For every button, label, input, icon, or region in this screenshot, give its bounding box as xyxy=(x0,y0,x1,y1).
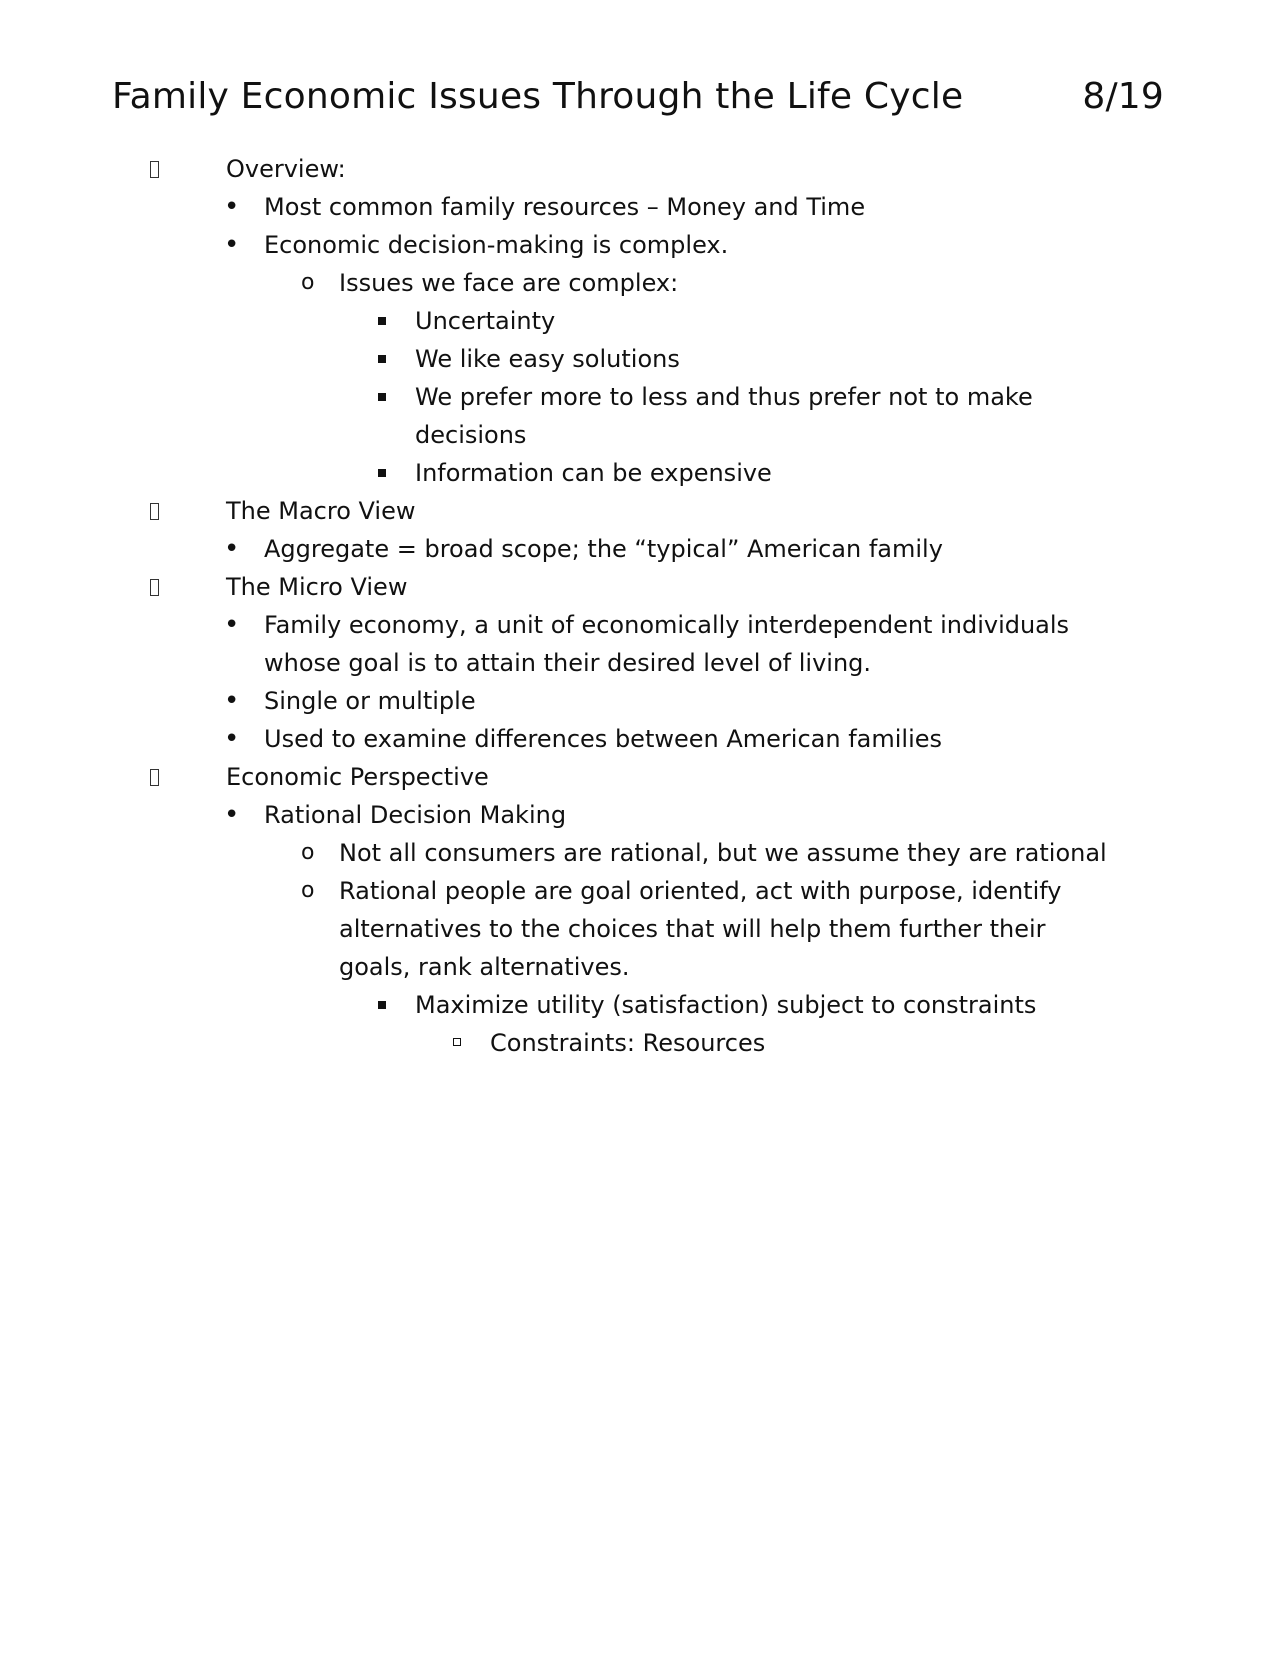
notes-outline xyxy=(0,150,1280,1062)
list-item: o Rational people are goal oriented, act with purpose, identify alternatives to the choices that will help them further their goals, rank alternatives. xyxy=(0,872,1280,986)
list-item: • Family economy, a unit of economically interdependent individuals whose goal is to attain their desired level of living. xyxy=(0,606,1280,682)
list-item: Constraints: Resources xyxy=(0,1024,1280,1062)
list-item: • Aggregate = broad scope; the “typical” American family xyxy=(0,530,1280,568)
circle-bullet-icon: o xyxy=(301,878,315,903)
square-bullet-icon xyxy=(378,454,386,492)
document-date: 8/19 xyxy=(1082,76,1164,117)
list-item: • Rational Decision Making xyxy=(0,796,1280,834)
list-item: o Not all consumers are rational, but we assume they are rational xyxy=(0,834,1280,872)
circle-bullet-icon: o xyxy=(301,840,315,865)
title-row xyxy=(112,72,1164,122)
square-bullet-icon xyxy=(378,302,386,340)
square-bullet-icon xyxy=(378,986,386,1024)
bullet-icon: • xyxy=(224,192,240,222)
square-bullet-icon xyxy=(378,378,386,416)
list-item: We like easy solutions xyxy=(0,340,1280,378)
box-bullet-icon xyxy=(150,150,159,188)
bullet-icon: • xyxy=(224,686,240,716)
section-heading-micro-view: The Micro View xyxy=(0,568,1280,606)
bullet-icon: • xyxy=(224,230,240,260)
box-bullet-icon xyxy=(150,492,159,530)
bullet-icon: • xyxy=(224,800,240,830)
list-item: • Economic decision-making is complex. xyxy=(0,226,1280,264)
circle-bullet-icon: o xyxy=(301,270,315,295)
list-item: Maximize utility (satisfaction) subject to constraints xyxy=(0,986,1280,1024)
bullet-icon: • xyxy=(224,610,240,640)
bullet-icon: • xyxy=(224,534,240,564)
square-bullet-icon xyxy=(378,340,386,378)
list-item: Information can be expensive xyxy=(0,454,1280,492)
list-item: We prefer more to less and thus prefer not to make decisions xyxy=(0,378,1280,454)
bullet-icon: • xyxy=(224,724,240,754)
hollow-square-bullet-icon xyxy=(453,1024,461,1062)
list-item: o Issues we face are complex: xyxy=(0,264,1280,302)
box-bullet-icon xyxy=(150,758,159,796)
list-item: • Used to examine differences between American families xyxy=(0,720,1280,758)
section-heading-macro-view: The Macro View xyxy=(0,492,1280,530)
box-bullet-icon xyxy=(150,568,159,606)
section-heading-economic-perspective: Economic Perspective xyxy=(0,758,1280,796)
document-title: Family Economic Issues Through the Life Cycle xyxy=(112,76,964,117)
section-heading-overview: Overview: xyxy=(0,150,1280,188)
list-item: • Most common family resources – Money and Time xyxy=(0,188,1280,226)
list-item: • Single or multiple xyxy=(0,682,1280,720)
list-item: Uncertainty xyxy=(0,302,1280,340)
